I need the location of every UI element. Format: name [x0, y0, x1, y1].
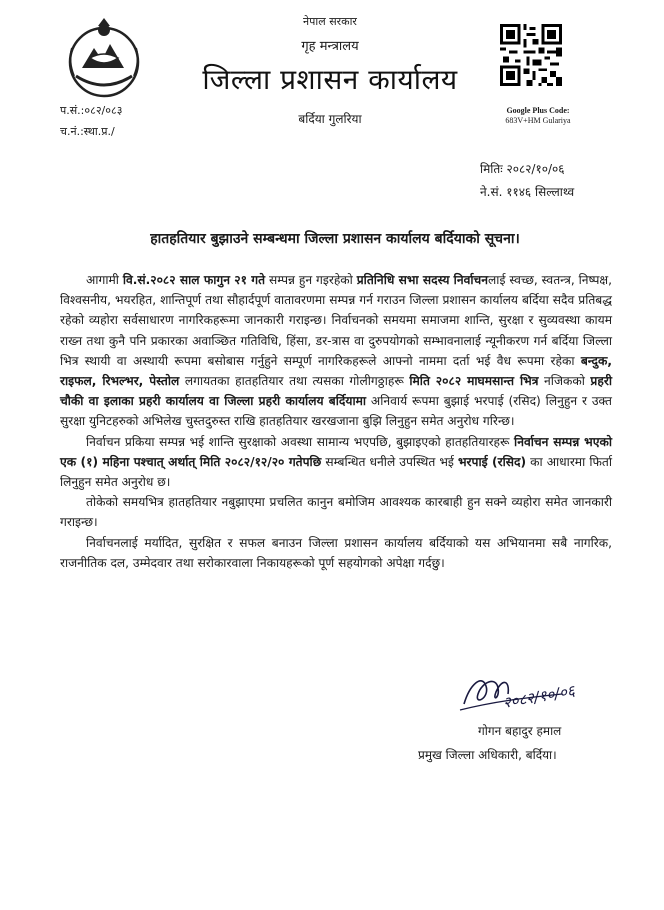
chalani-number: च.नं.:स्था.प्र./ — [60, 125, 115, 138]
p1-text-1: आगामी — [86, 273, 123, 287]
paragraph-2 — [60, 432, 612, 493]
p2-text-3: का आधारमा फिर्ता लिनुहुन समेत अनुरोध छ। — [60, 454, 612, 490]
office-location: बर्दिया गुलरिया — [298, 112, 362, 126]
p1-bold-weapons: बन्दुक, राइफल, रिभल्भर, पेस्तोल — [60, 353, 612, 389]
p1-bold-deadline: मिति २०८२ माघमसान्त भित्र — [409, 374, 539, 389]
p2-text-1: निर्वाचन प्रकिया सम्पन्न भई शान्ति सुरक्षाको अवस्था सामान्य भएपछि, बुझाइएको हातहतियारहरू — [86, 434, 515, 449]
patra-sankhya: प.सं.:०८२/०८३ — [60, 104, 123, 117]
signature-image — [452, 664, 592, 720]
p1-text-2: सम्पन्न हुन गइरहेको — [265, 273, 357, 287]
p2-text-2: सम्बन्धित धनीले उपस्थित भई — [321, 454, 458, 469]
p2-bold-receipt: भरपाई (रसिद) — [457, 454, 527, 469]
government-label: नेपाल सरकार — [303, 15, 357, 28]
officer-title: प्रमुख जिल्ला अधिकारी, बर्दिया। — [418, 748, 557, 762]
google-plus-code — [488, 106, 588, 126]
gplus-code: 683V+HM Gulariya — [505, 116, 571, 125]
date-miti: मितिः २०८२/१०/०६ — [480, 162, 565, 176]
officer-name: गोगन बहादुर हमाल — [478, 724, 562, 738]
p1-text-5: नजिकको — [538, 374, 591, 389]
p1-bold-election: प्रतिनिधि सभा सदस्य निर्वाचन — [356, 273, 489, 287]
gplus-label: Google Plus Code: — [506, 106, 570, 115]
p1-text-6: अनिवार्य रूपमा बुझाई भरपाई (रसिद) लिनुहुन र उक्त सुरक्षा युनिटहरुको अभिलेख चुस्तदुरुस्त राखि हातहतियार खरखजाना बुझि लिनुहुन समेत अनुरोध गरिन्छ। — [60, 394, 612, 429]
notice-body — [60, 270, 612, 573]
paragraph-3: तोकेको समयभित्र हातहतियार नबुझाएमा प्रचलित कानुन बमोजिम आवश्यक कारबाही हुन सक्ने व्यहोरा समेत जानकारी गराइन्छ। — [60, 495, 612, 530]
p1-text-4: लगायतका हातहतियार तथा त्यसका गोलीगठ्ठाहरू — [179, 374, 410, 389]
paragraph-4: निर्वाचनलाई मर्यादित, सुरक्षित र सफल बनाउन जिल्ला प्रशासन कार्यालय बर्दियाको यस अभियानमा सबै नागरिक, राजनीतिक दल, उम्मेदवार तथा सरोकारवाला निकायहरूको पूर्ण सहयोगको अपेक्षा गर्दछु। — [60, 535, 612, 570]
date-nepal-sambat: ने.सं. ११४६ सिल्लाथ्व — [480, 185, 575, 199]
office-title: जिल्ला प्रशासन कार्यालय — [202, 63, 458, 96]
ministry-label: गृह मन्त्रालय — [301, 39, 359, 54]
p1-bold-police: प्रहरी चौकी वा इलाका प्रहरी कार्यालय वा जिल्ला प्रहरी कार्यालय बर्दियामा — [60, 374, 612, 409]
p2-bold-return-date: निर्वाचन सम्पन्न भएको एक (१) महिना पश्चात् अर्थात् मिति २०८२/१२/२० गतेपछि — [60, 434, 612, 469]
qr-code-icon — [500, 24, 562, 86]
nepal-emblem-icon — [62, 18, 146, 102]
p1-bold-date: वि.सं.२०८२ साल फागुन २१ गते — [122, 273, 266, 287]
signature-date: २०८२/१०/०६ — [501, 681, 577, 712]
notice-subject: हातहतियार बुझाउने सम्बन्धमा जिल्ला प्रशासन कार्यालय बर्दियाको सूचना। — [150, 231, 520, 247]
p1-text-3: लाई स्वच्छ, स्वतन्त्र, निष्पक्ष, विश्वसनीय, भयरहित, शान्तिपूर्ण तथा सौहार्दपूर्ण वातावरणमा सम्पन्न गर्न गराउन जिल्ला प्रशासन कार्यालय बर्दिया सदैव प्रतिबद्ध रहेको व्यहोरा सर्वसाधारण नागरिकहरूमा जानकारी गराइन्छ। निर्वाचनको समयमा समाजमा शान्ति, सुरक्षा र सुव्यवस्था कायम राख्न तथा कुनै पनि प्रकारका अवाञ्छित गतिविधि, हिंसा, डर-त्रास वा दुरुपयोगको सम्भावनालाई न्यूनीकरण गर्न बर्दिया जिल्ला भित्र स्थायी वा अस्थायी रूपमा बसोबास गर्नुहुने सम्पूर्ण नागरिकहरूले आफ्नो नाममा दर्ता भई वैध रूपमा रहेका — [60, 273, 612, 368]
paragraph-1 — [60, 270, 612, 432]
